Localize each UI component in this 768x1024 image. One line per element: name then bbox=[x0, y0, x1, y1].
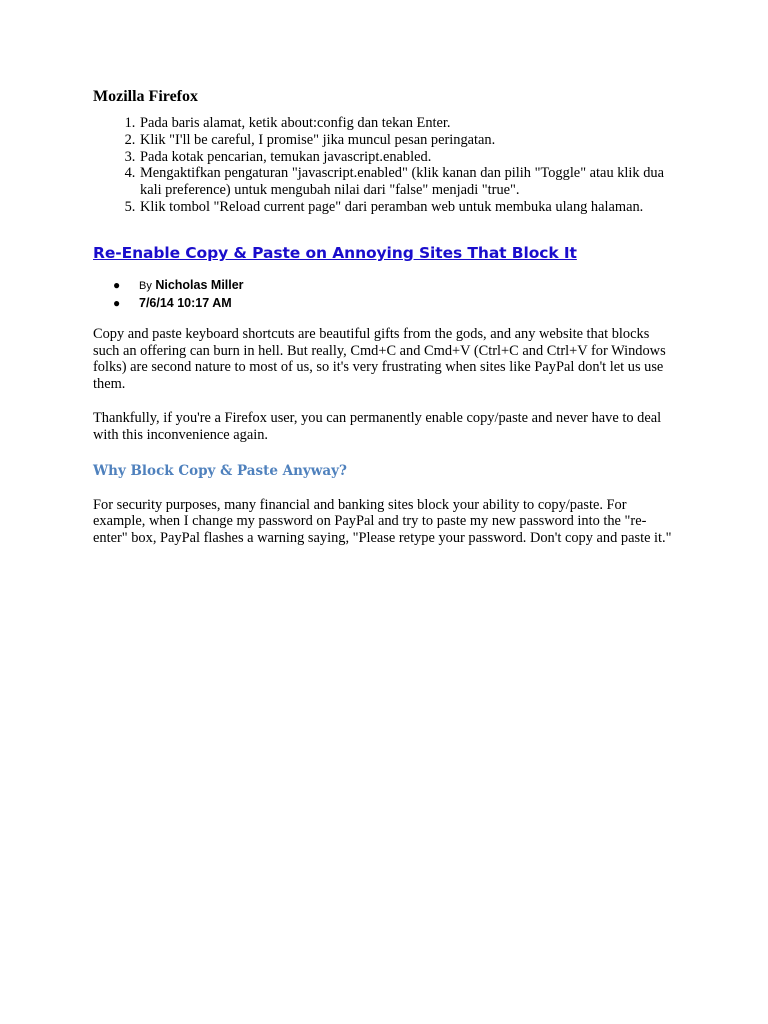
author-name: Nicholas Miller bbox=[155, 277, 244, 292]
paragraph-security: For security purposes, many financial and banking sites block your ability to copy/paste. For example, when I change my password on PayPal and try to paste my new password into the "re-enter" box, PayPal flashes a warning saying, "Please retype your password. Don't copy and paste it." bbox=[93, 496, 672, 547]
bullet-icon: ● bbox=[113, 295, 121, 310]
step-item: 3. Pada kotak pencarian, temukan javascript.enabled. bbox=[139, 149, 673, 166]
step-item: 1. Pada baris alamat, ketik about:config dan tekan Enter. bbox=[139, 115, 673, 132]
bullet-icon: ● bbox=[113, 277, 121, 292]
article-meta-list bbox=[93, 277, 673, 312]
byline-prefix: By bbox=[139, 279, 152, 292]
date-item bbox=[93, 295, 673, 312]
step-item: 4. Mengaktifkan pengaturan "javascript.enabled" (klik kanan dan pilih "Toggle" atau klik dua kali preference) untuk mengubah nilai dari "false" menjadi "true". bbox=[139, 165, 673, 199]
subheading: Why Block Copy & Paste Anyway? bbox=[93, 462, 347, 479]
document-body bbox=[93, 86, 673, 547]
section-heading: Mozilla Firefox bbox=[93, 88, 198, 105]
article-title-link[interactable]: Re-Enable Copy & Paste on Annoying Sites That Block It bbox=[93, 243, 577, 262]
step-item: 2. Klik "I'll be careful, I promise" jika muncul pesan peringatan. bbox=[139, 132, 673, 149]
publish-date: 7/6/14 10:17 AM bbox=[139, 295, 232, 310]
paragraph-intro: Copy and paste keyboard shortcuts are beautiful gifts from the gods, and any website that blocks such an offering can burn in hell. But really, Cmd+C and Cmd+V (Ctrl+C and Ctrl+V for Windows folks) are second nature to most of us, so it's very frustrating when sites like PayPal don't let us use them. bbox=[93, 325, 666, 393]
steps-list bbox=[93, 115, 673, 216]
paragraph-firefox: Thankfully, if you're a Firefox user, you can permanently enable copy/paste and never have to deal with this inconvenience again. bbox=[93, 409, 662, 443]
step-item: 5. Klik tombol "Reload current page" dari peramban web untuk membuka ulang halaman. bbox=[139, 199, 673, 216]
byline-item bbox=[93, 277, 673, 295]
